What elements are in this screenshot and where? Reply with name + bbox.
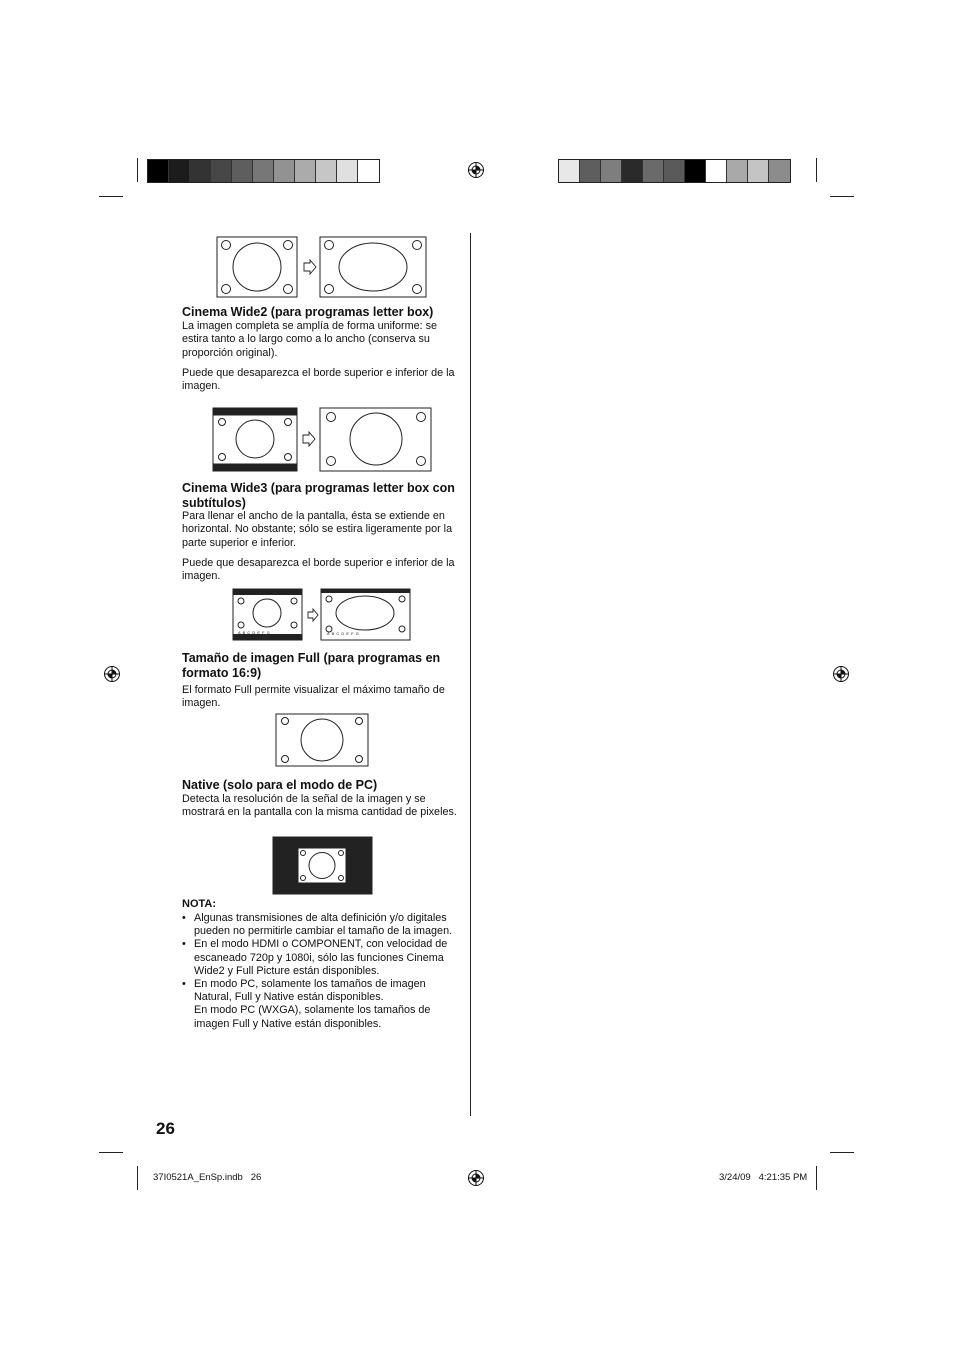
cinema-wide2-title: Cinema Wide2 (para programas letter box) <box>182 305 434 319</box>
color-swatch <box>727 160 748 182</box>
page-number: 26 <box>156 1119 175 1138</box>
cinema-wide3-title: Cinema Wide3 (para programas letter box con subtítulos) <box>182 481 455 510</box>
color-swatch <box>601 160 622 182</box>
subtitle-sample-left: A B C D E F G <box>238 631 271 635</box>
color-swatch <box>358 160 379 182</box>
trim-mark <box>137 1166 138 1190</box>
color-swatch <box>316 160 337 182</box>
color-swatch <box>337 160 358 182</box>
registration-mark-icon <box>103 665 121 683</box>
full-body: El formato Full permite visualizar el máximo tamaño de imagen. <box>182 684 445 710</box>
note-item: • En modo PC, solamente los tamaños de imagen Natural, Full y Native están disponibles. En modo PC (WXGA), solamente los tamaños de imagen Full y Native están disponibles. <box>182 978 431 1030</box>
cinema-wide3-note: Puede que desaparezca el borde superior e inferior de la imagen. <box>182 557 455 583</box>
note-title: NOTA: <box>182 898 217 910</box>
color-swatch <box>664 160 685 182</box>
color-bar-left <box>147 159 380 183</box>
native-body: Detecta la resolución de la señal de la imagen y se mostrará en la pantalla con la misma cantidad de pixeles. <box>182 793 457 819</box>
color-swatch <box>274 160 295 182</box>
trim-mark <box>99 1152 123 1153</box>
color-swatch <box>685 160 706 182</box>
column-divider <box>470 233 471 1116</box>
subtitle-sample-right: A B C D E F G <box>327 632 360 636</box>
native-diagram <box>272 836 374 896</box>
color-swatch <box>295 160 316 182</box>
full-diagram <box>275 713 371 769</box>
color-swatch <box>580 160 601 182</box>
color-swatch <box>706 160 727 182</box>
registration-mark-icon <box>467 161 485 179</box>
color-swatch <box>622 160 643 182</box>
note-list <box>182 912 462 1031</box>
registration-mark-icon <box>467 1169 485 1187</box>
note-item: • En el modo HDMI o COMPONENT, con velocidad de escaneado 720p y 1080i, sólo las funciones Cinema Wide2 y Full Picture están disponibles. <box>182 938 448 977</box>
color-swatch <box>148 160 169 182</box>
trim-mark <box>137 158 138 182</box>
color-swatch <box>769 160 790 182</box>
color-swatch <box>169 160 190 182</box>
cinema-wide3-body: Para llenar el ancho de la pantalla, ésta se extiende en horizontal. No obstante; sólo se estira ligeramente por la parte superior e inferior. <box>182 510 453 549</box>
color-swatch <box>253 160 274 182</box>
color-swatch <box>643 160 664 182</box>
trim-mark <box>830 196 854 197</box>
cinema-wide2-note: Puede que desaparezca el borde superior e inferior de la imagen. <box>182 367 455 393</box>
color-swatch <box>211 160 232 182</box>
color-swatch <box>190 160 211 182</box>
trim-mark <box>99 196 123 197</box>
full-title: Tamaño de imagen Full (para programas en formato 16:9) <box>182 651 441 680</box>
registration-mark-icon <box>832 665 850 683</box>
letterbox-expand-diagram <box>212 407 434 473</box>
file-slug: 37I0521A_EnSp.indb 26 <box>153 1172 262 1183</box>
cinema-wide2-body: La imagen completa se amplía de forma uniforme: se estira tanto a lo largo como a lo ancho (conserva su proporción original). <box>182 320 438 359</box>
trim-mark <box>830 1152 854 1153</box>
native-title: Native (solo para el modo de PC) <box>182 778 378 792</box>
trim-mark <box>816 1166 817 1190</box>
color-swatch <box>559 160 580 182</box>
arrow-right-icon <box>303 432 315 446</box>
arrow-right-icon <box>304 260 316 274</box>
cinema-wide2-diagram <box>216 236 428 298</box>
trim-mark <box>816 158 817 182</box>
color-swatch <box>232 160 253 182</box>
arrow-right-icon <box>308 609 318 621</box>
note-item: • Algunas transmisiones de alta definición y/o digitales pueden no permitirle cambiar el tamaño de la imagen. <box>182 912 453 938</box>
color-bar-right <box>558 159 791 183</box>
color-swatch <box>748 160 769 182</box>
timestamp-slug: 3/24/09 4:21:35 PM <box>719 1172 808 1183</box>
